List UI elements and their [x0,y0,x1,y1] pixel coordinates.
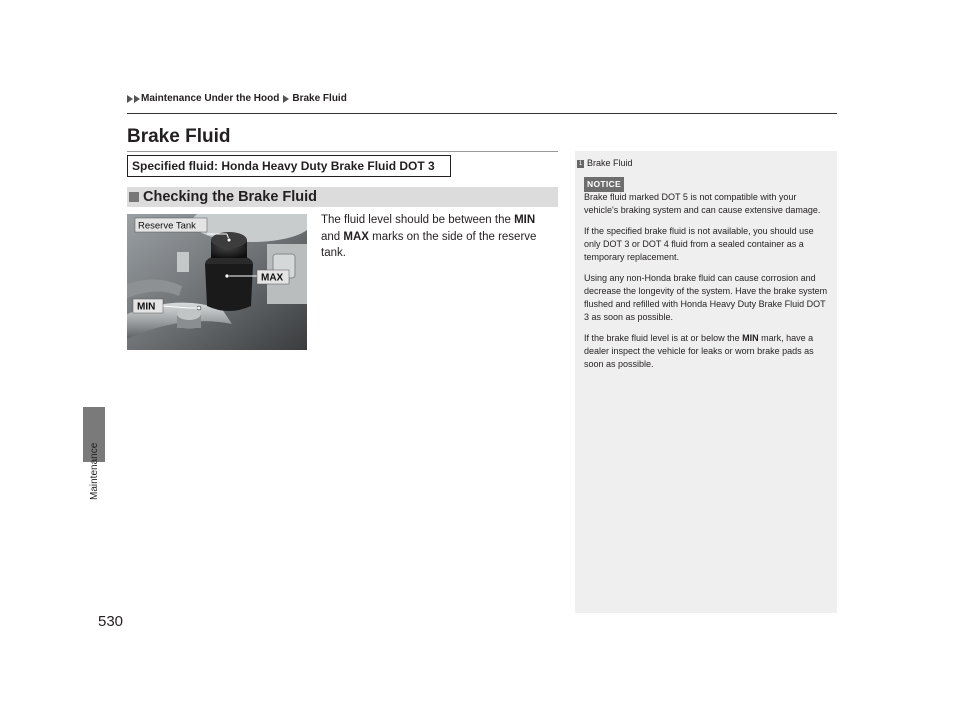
sidebar-paragraph: If the specified brake fluid is not available, you should use only DOT 3 or DOT 4 fluid from a sealed container as a temporary replacement. [584,226,814,262]
breadcrumb-arrow-icon [134,95,140,103]
reference-number-icon: 1 [578,160,583,167]
sidebar-body [584,191,832,379]
label-reserve-tank: Reserve Tank [138,220,196,232]
notice-badge: NOTICE [584,177,624,192]
breadcrumb-arrow-icon [127,95,133,103]
specified-fluid-box: Specified fluid: Honda Heavy Duty Brake Fluid DOT 3 [127,155,451,177]
page-title: Brake Fluid [127,126,231,147]
label-min: MIN [137,301,156,313]
chapter-label: Maintenance [89,442,100,500]
breadcrumb-current: Brake Fluid [292,93,347,104]
section-heading [127,187,558,207]
sidebar-paragraph: Brake fluid marked DOT 5 is not compatible with your vehicle's braking system and can cause extensive damage. [584,192,821,215]
sidebar-note [575,151,837,613]
section-heading-text: Checking the Brake Fluid [143,189,318,205]
title-rule [127,151,558,152]
breadcrumb [127,93,347,104]
header-rule [127,113,837,114]
section-square-icon [129,192,139,202]
breadcrumb-parent[interactable]: Maintenance Under the Hood [141,93,280,104]
body-paragraph: The fluid level should be between the MIN and MAX marks on the side of the reserve tank. [321,214,537,259]
sidebar-heading: 1 Brake Fluid [578,158,633,168]
page-number: 530 [98,613,124,630]
sidebar-paragraph: If the brake fluid level is at or below the MIN mark, have a dealer inspect the vehicle for leaks or worn brake pads as soon as possible. [584,333,814,369]
brake-fluid-reservoir-photo [127,214,307,350]
max-mark-text: MAX [343,230,369,243]
label-max: MAX [261,272,284,284]
min-mark-text: MIN [514,214,536,226]
breadcrumb-separator-icon [283,95,289,103]
sidebar-paragraph: Using any non-Honda brake fluid can cause corrosion and decrease the longevity of the system. Have the brake system flushed and refilled with Honda Heavy Duty Brake Fluid DOT 3 as soon as possible. [584,273,828,322]
